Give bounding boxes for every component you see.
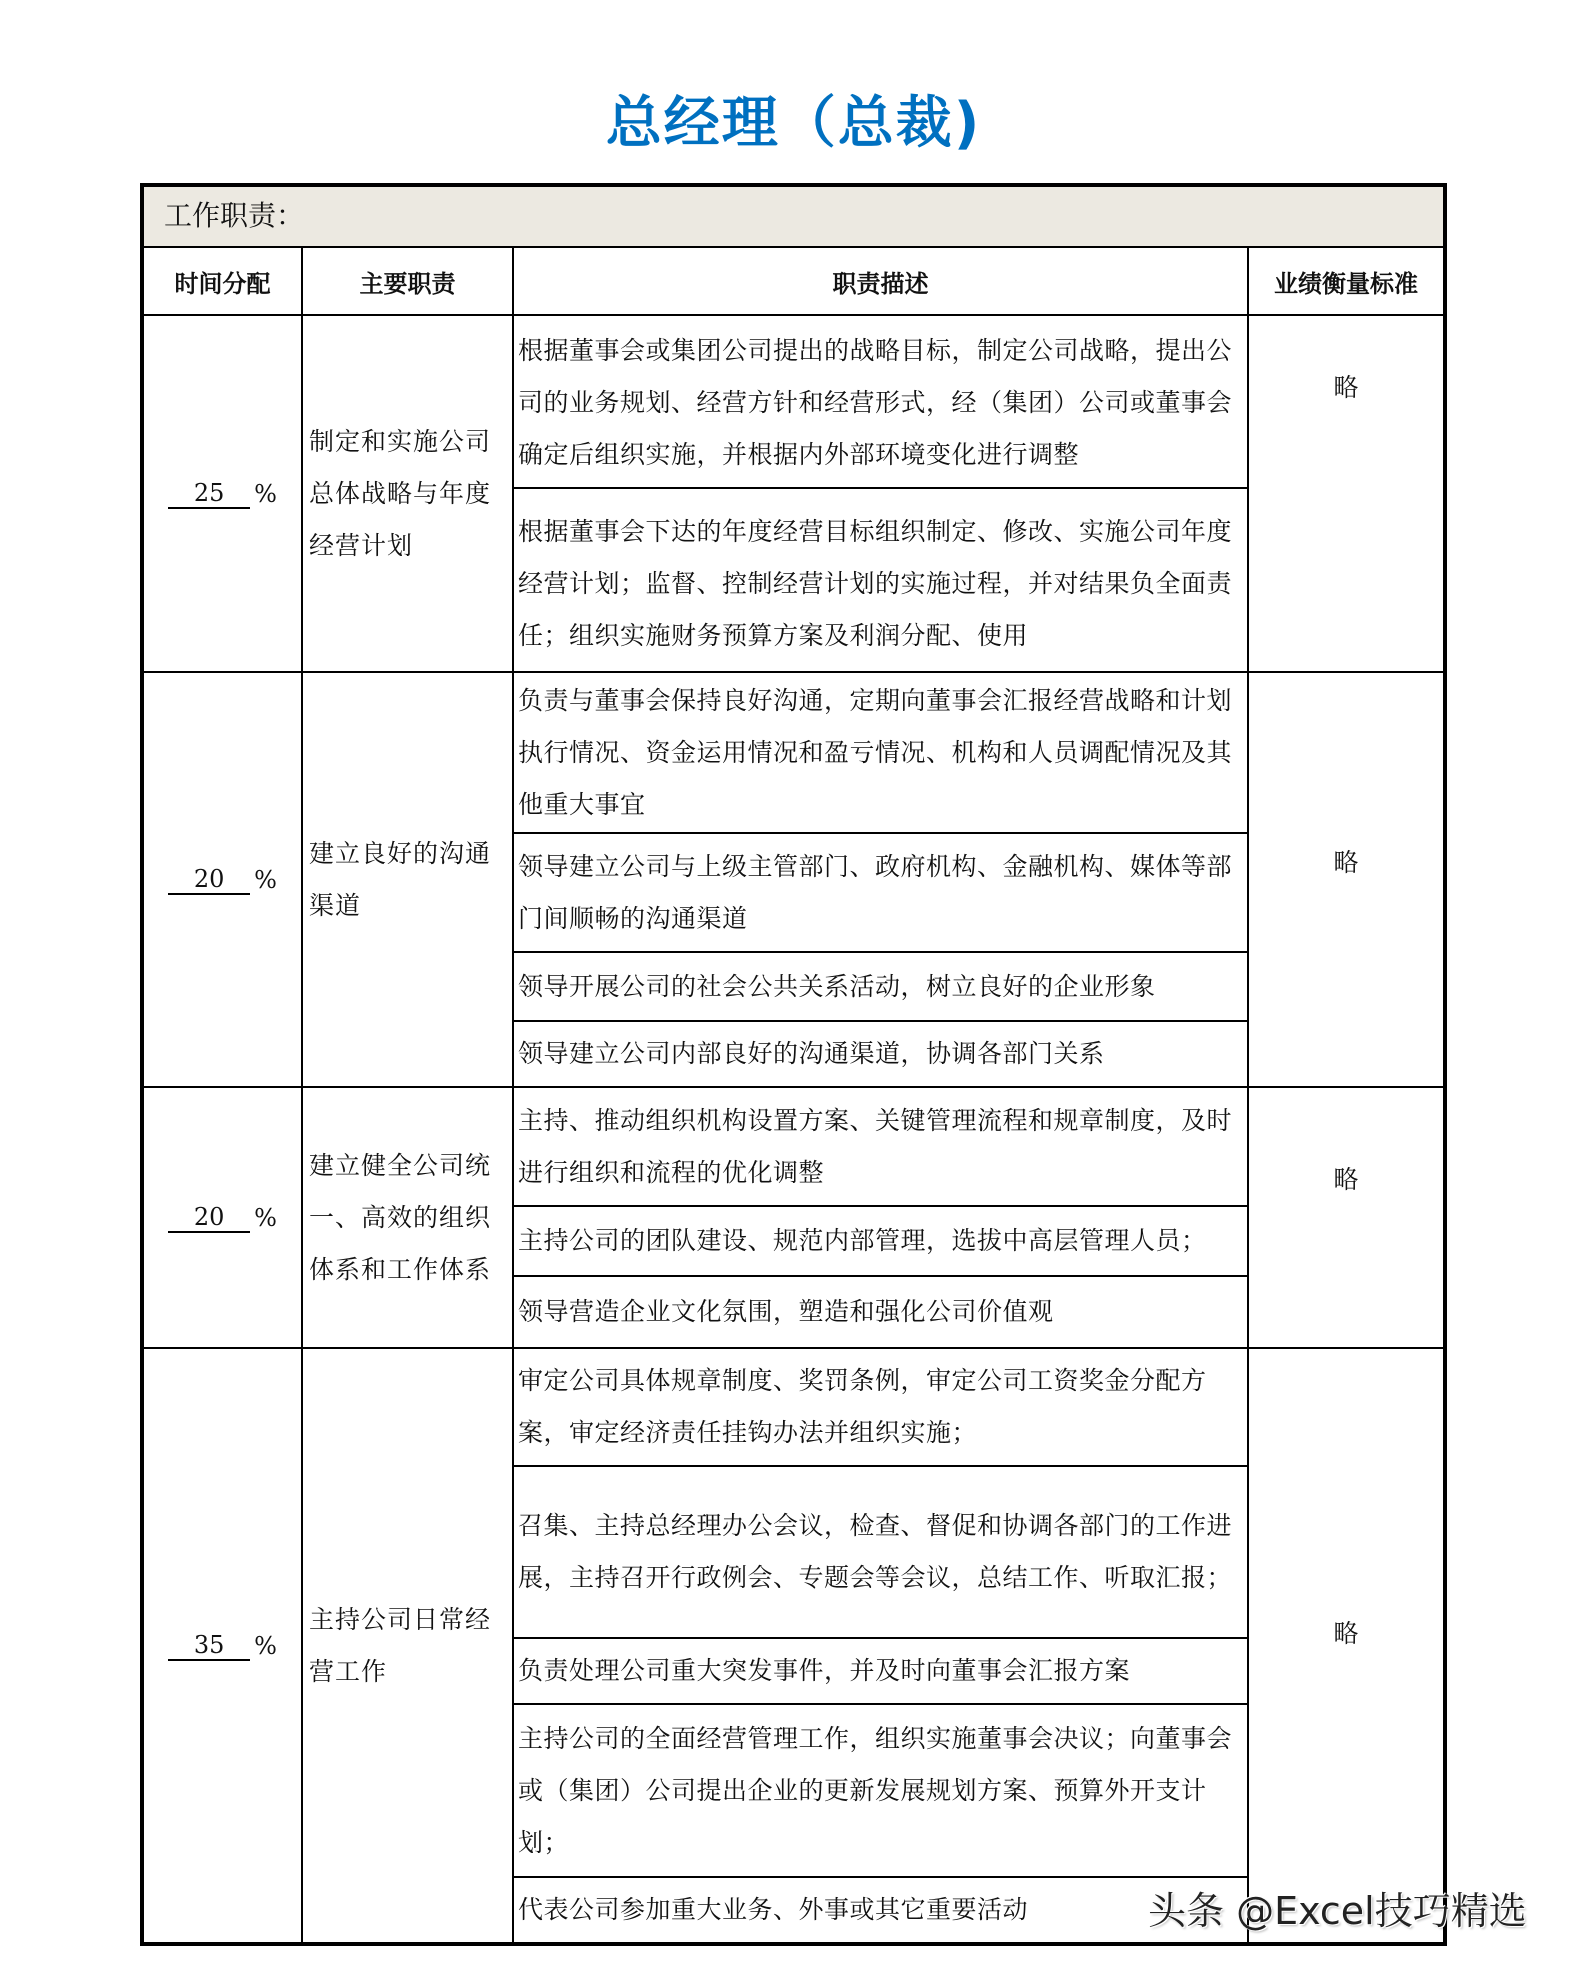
duty-description: 领导营造企业文化氛围，塑造和强化公司价值观 — [518, 1297, 1054, 1326]
performance-measure: 略 — [1333, 373, 1359, 402]
time-percent-value: 35 — [168, 1631, 250, 1661]
duty-description: 审定公司具体规章制度、奖罚条例，审定公司工资奖金分配方案，审定经济责任挂钩办法并组织实施； — [518, 1366, 1207, 1447]
duty-description: 主持公司的全面经营管理工作，组织实施董事会决议；向董事会或（集团）公司提出企业的更新发展规划方案、预算外开支计划； — [518, 1723, 1233, 1857]
time-percent-value: 20 — [168, 865, 250, 895]
column-header-measure: 业绩衡量标准 — [1249, 248, 1443, 316]
watermark: 头条 @Excel技巧精选 — [1148, 1889, 1527, 1933]
duty-description: 代表公司参加重大业务、外事或其它重要活动 — [518, 1895, 1029, 1924]
percent-sign: % — [254, 1631, 277, 1660]
duty-description: 根据董事会或集团公司提出的战略目标，制定公司战略，提出公司的业务规划、经营方针和经营形式，经（集团）公司或董事会确定后组织实施，并根据内外部环境变化进行调整 — [518, 335, 1233, 469]
main-duty: 制定和实施公司总体战略与年度经营计划 — [309, 426, 492, 560]
section-header: 工作职责： — [144, 187, 1443, 248]
page-title: 总经理（总裁) — [605, 91, 982, 156]
column-header-duty: 主要职责 — [303, 248, 514, 316]
time-percent-value: 25 — [168, 479, 250, 509]
column-header-description: 职责描述 — [514, 248, 1249, 316]
time-allocation — [144, 316, 301, 671]
time-allocation — [144, 1349, 301, 1942]
column-header-time: 时间分配 — [144, 248, 303, 316]
performance-measure: 略 — [1333, 848, 1359, 877]
percent-sign: % — [254, 479, 277, 508]
main-duty: 建立健全公司统一、高效的组织体系和工作体系 — [309, 1150, 492, 1284]
job-responsibilities-table — [140, 183, 1447, 1946]
main-duty: 主持公司日常经营工作 — [309, 1604, 492, 1686]
duty-description: 召集、主持总经理办公会议，检查、督促和协调各部门的工作进展，主持召开行政例会、专题会等会议，总结工作、听取汇报； — [518, 1511, 1233, 1592]
duty-description: 根据董事会下达的年度经营目标组织制定、修改、实施公司年度经营计划；监督、控制经营计划的实施过程，并对结果负全面责任；组织实施财务预算方案及利润分配、使用 — [518, 517, 1233, 650]
performance-measure: 略 — [1333, 1619, 1359, 1648]
performance-measure: 略 — [1333, 1165, 1359, 1194]
time-percent-value: 20 — [168, 1203, 250, 1233]
main-duty: 建立良好的沟通渠道 — [309, 838, 492, 920]
duty-description: 主持公司的团队建设、规范内部管理，选拔中高层管理人员； — [518, 1226, 1207, 1255]
duty-description: 领导建立公司内部良好的沟通渠道，协调各部门关系 — [518, 1039, 1105, 1068]
time-allocation — [144, 1088, 301, 1347]
duty-description: 领导开展公司的社会公共关系活动，树立良好的企业形象 — [518, 971, 1156, 1001]
duty-description: 负责与董事会保持良好沟通，定期向董事会汇报经营战略和计划执行情况、资金运用情况和盈亏情况、机构和人员调配情况及其他重大事宜 — [518, 685, 1233, 819]
duty-description: 领导建立公司与上级主管部门、政府机构、金融机构、媒体等部门间顺畅的沟通渠道 — [518, 851, 1233, 933]
duty-description: 负责处理公司重大突发事件，并及时向董事会汇报方案 — [518, 1656, 1131, 1685]
time-allocation — [144, 673, 301, 1086]
duty-description: 主持、推动组织机构设置方案、关键管理流程和规章制度，及时进行组织和流程的优化调整 — [518, 1105, 1233, 1187]
percent-sign: % — [254, 865, 277, 894]
percent-sign: % — [254, 1203, 277, 1232]
